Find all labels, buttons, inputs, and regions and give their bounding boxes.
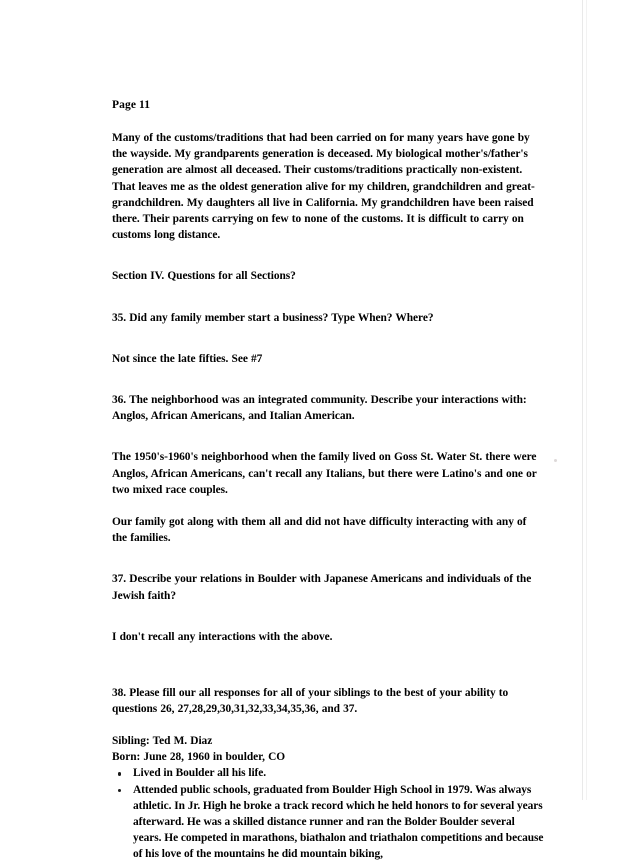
sibling-born-line: Born: June 28, 1960 in boulder, CO — [112, 751, 286, 764]
question-38: 38. Please fill our all responses for all of your siblings to the best of your ability to questions 26, 27,28,29,30,31,32,33,34,35,36, and 37. — [112, 687, 509, 716]
page-number-label: Page 11 — [112, 99, 151, 111]
answer-36-part-1: The 1950's-1960's neighborhood when the family lived on Goss St. Water St. there were Anglos, African Americans, can't recall any Italians, but there were Latino's and one or two mixed race couples. — [112, 451, 537, 496]
section-heading: Section IV. Questions for all Sections? — [112, 270, 296, 283]
sibling-name-line: Sibling: Ted M. Diaz — [112, 735, 213, 748]
scanner-seam-line — [582, 0, 583, 800]
spacer — [112, 243, 544, 268]
document-page — [112, 98, 544, 863]
spacer — [112, 285, 544, 310]
question-36: 36. The neighborhood was an integrated community. Describe your interactions with: Anglos, African Americans, and Italian American. — [112, 394, 527, 423]
scanner-seam-line-secondary — [586, 0, 587, 800]
question-35: 35. Did any family member start a business? Type When? Where? — [112, 311, 434, 324]
sibling-bullet-list — [112, 765, 544, 862]
spacer — [112, 367, 544, 392]
answer-36-part-2: Our family got along with them all and did not have difficulty interacting with any of the families. — [112, 516, 527, 545]
spacer — [112, 498, 544, 514]
answer-37: I don't recall any interactions with the above. — [112, 630, 333, 643]
scan-speck-artifact — [554, 459, 557, 462]
answer-35: Not since the late fifties. See #7 — [112, 352, 263, 365]
list-item: Lived in Boulder all his life. — [112, 765, 544, 781]
spacer — [112, 424, 544, 449]
spacer — [112, 604, 544, 629]
list-item: Attended public schools, graduated from Boulder High School in 1979. Was always athletic. In Jr. High he broke a track record which he held honors to for several years afterward. He was a skilled distance runner and ran the Bolder Boulder several years. He competed in marathons, biathalon and triathalon competitions and because of his love of the mountains he did mountain biking, — [112, 782, 544, 863]
spacer — [112, 645, 544, 670]
spacer — [112, 717, 544, 733]
sibling-record — [112, 733, 544, 862]
question-37: 37. Describe your relations in Boulder with Japanese Americans and individuals of the Jewish faith? — [112, 573, 532, 602]
spacer — [112, 326, 544, 351]
spacer — [112, 670, 544, 685]
intro-paragraph: Many of the customs/traditions that had been carried on for many years have gone by the wayside. My grandparents generation is deceased. My biological mother's/father's generation are almost all deceased. Their customs/traditions practically non-existent. That leaves me as the oldest generation alive for my children, grandchildren and great-grandchildren. My daughters all live in California. My grandchildren have been raised there. Their parents carrying on few to none of the customs. It is difficult to carry on customs long distance. — [112, 132, 535, 242]
spacer — [112, 546, 544, 571]
